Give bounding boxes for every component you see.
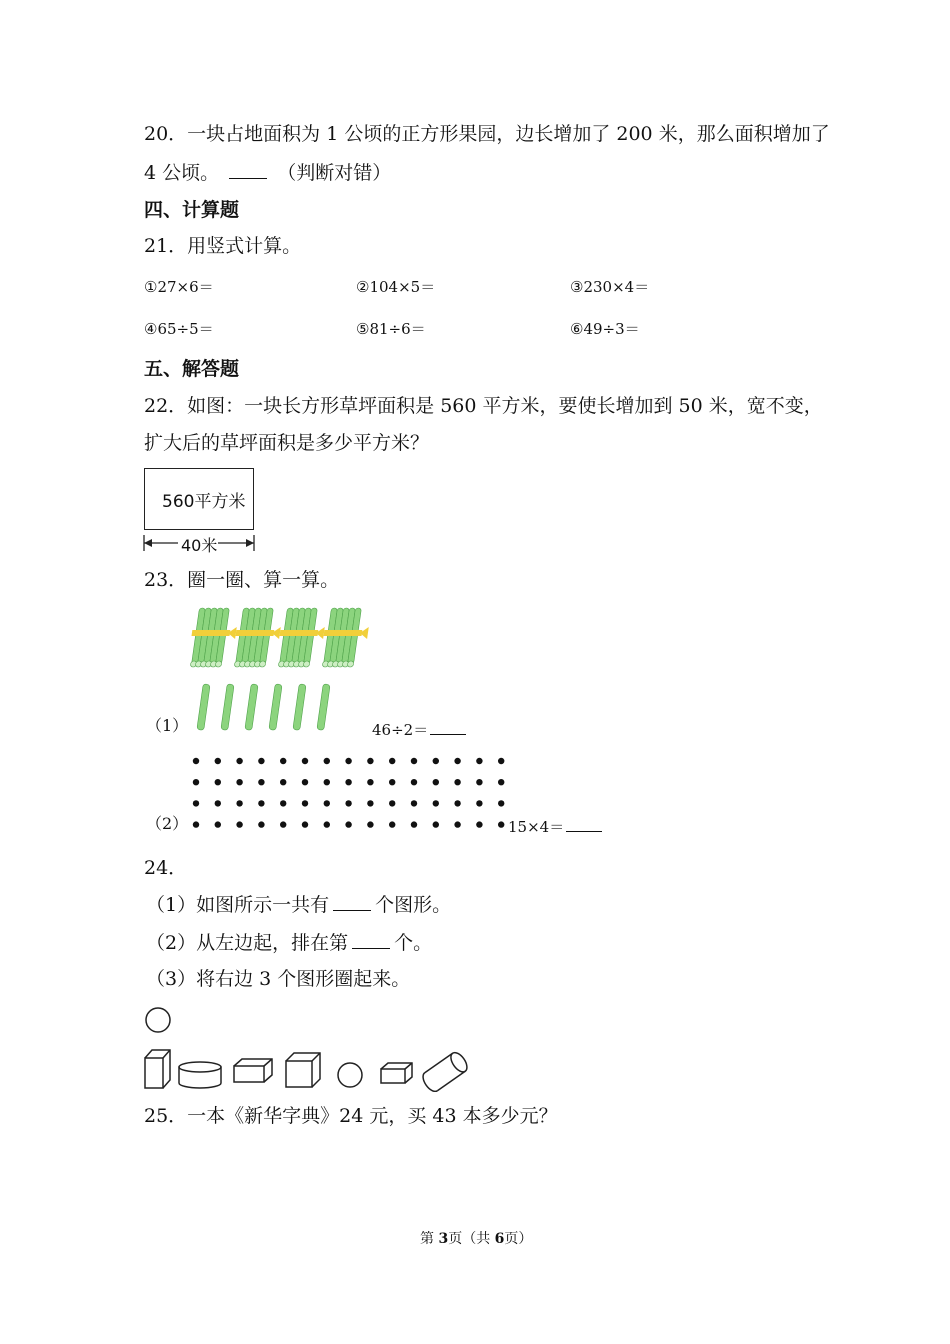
dot (280, 821, 286, 827)
dot (280, 779, 286, 785)
section-5-heading: 五、解答题 (144, 358, 240, 380)
dot (345, 779, 351, 785)
dot (324, 758, 330, 764)
stick-bundles-figure (186, 604, 386, 734)
lawn-area-label: 560平方米 (162, 492, 246, 512)
dot (280, 800, 286, 806)
q21-title: 21．用竖式计算。 (144, 235, 302, 257)
stick-bundle (231, 608, 283, 667)
dot (476, 800, 482, 806)
footer-page-number: 3 (438, 1231, 449, 1247)
q22-line1: 22．如图：一块长方形草坪面积是 560 平方米，要使长增加到 50 米，宽不变， (144, 395, 823, 417)
q23-part1-expression: 46÷2＝ (372, 721, 429, 739)
section-4-heading: 四、计算题 (144, 199, 240, 221)
stick-bundle (187, 608, 239, 667)
q20-line2-text: 4 公顷。 (144, 162, 220, 184)
dot (193, 821, 199, 827)
dot (258, 821, 264, 827)
q20-line1: 20．一块占地面积为 1 公顷的正方形果园，边长增加了 200 米，那么面积增加了 (144, 123, 830, 145)
dot (215, 758, 221, 764)
circle-icon (338, 1063, 362, 1087)
dot (389, 758, 395, 764)
q24-part1-suffix: 个图形。 (375, 894, 452, 916)
q23-part2-expr (508, 816, 602, 837)
tilted-cylinder-icon (420, 1050, 470, 1092)
q23-part2-answer-blank[interactable] (566, 816, 602, 832)
stick-bundle (319, 608, 371, 667)
dot (193, 758, 199, 764)
single-stick (221, 684, 234, 731)
dot (345, 800, 351, 806)
lawn-length-label: 40米 (181, 536, 218, 555)
dot (367, 758, 373, 764)
dot (302, 758, 308, 764)
dot (476, 758, 482, 764)
dot (345, 821, 351, 827)
dot (433, 821, 439, 827)
q22-line2: 扩大后的草坪面积是多少平方米？ (144, 432, 430, 454)
q24-part2 (146, 930, 432, 955)
dot (454, 758, 460, 764)
dot (236, 800, 242, 806)
q20-judge-note: （判断对错） (277, 162, 392, 184)
q23-part1-expr (372, 719, 466, 740)
dot (498, 821, 504, 827)
q23-part2-label: （2） (146, 814, 189, 833)
q24-part1-text: （1）如图所示一共有 (146, 894, 330, 916)
q24-title: 24． (144, 857, 188, 879)
cylinder-icon (179, 1062, 221, 1088)
dot (411, 758, 417, 764)
dot (302, 800, 308, 806)
stick-bundle (275, 608, 327, 667)
dot (258, 758, 264, 764)
q23-part1-answer-blank[interactable] (430, 719, 466, 735)
dot (389, 800, 395, 806)
dot (215, 800, 221, 806)
dot (433, 758, 439, 764)
q21-item-2: ②104×5＝ (356, 278, 436, 296)
footer-prefix: 第 (420, 1231, 439, 1247)
dot (236, 779, 242, 785)
dot (324, 821, 330, 827)
q24-part3: （3）将右边 3 个图形圈起来。 (146, 968, 411, 990)
single-stick (269, 684, 282, 731)
single-stick (293, 684, 306, 731)
single-stick (245, 684, 258, 731)
q24-part2-text: （2）从左边起，排在第 (146, 932, 349, 954)
q21-item-4: ④65÷5＝ (144, 320, 214, 338)
circle-icon (146, 1008, 170, 1032)
q25-text: 25．一本《新华字典》24 元，买 43 本多少元？ (144, 1105, 558, 1127)
dot (367, 779, 373, 785)
dot (454, 779, 460, 785)
q24-shapes-figure (140, 1002, 480, 1092)
dot (367, 800, 373, 806)
single-stick (317, 684, 330, 731)
q23-title: 23．圈一圈、算一算。 (144, 569, 340, 591)
q23-part1-label: （1） (146, 716, 189, 735)
dot (324, 779, 330, 785)
single-stick (197, 684, 210, 731)
dot (193, 800, 199, 806)
dot (411, 779, 417, 785)
dot (454, 800, 460, 806)
dot (476, 779, 482, 785)
dot (215, 779, 221, 785)
dot (258, 800, 264, 806)
dot (433, 800, 439, 806)
dot-array-figure (186, 754, 506, 834)
dot (193, 779, 199, 785)
page-footer (420, 1228, 532, 1248)
dot (345, 758, 351, 764)
dot (367, 821, 373, 827)
q24-part1-answer-blank[interactable] (333, 892, 371, 911)
dot (476, 821, 482, 827)
dot (302, 821, 308, 827)
dot (324, 800, 330, 806)
q21-item-3: ③230×4＝ (570, 278, 650, 296)
dot (498, 779, 504, 785)
q21-item-6: ⑥49÷3＝ (570, 320, 640, 338)
dot (302, 779, 308, 785)
dot (389, 779, 395, 785)
dot (454, 821, 460, 827)
footer-suffix: 页） (504, 1231, 533, 1247)
q24-part1 (146, 892, 451, 917)
dot (498, 800, 504, 806)
dot (411, 821, 417, 827)
q23-part2-expression: 15×4＝ (508, 818, 565, 836)
dot (215, 821, 221, 827)
dot (236, 821, 242, 827)
q24-part2-answer-blank[interactable] (352, 930, 390, 949)
small-cuboid-icon (381, 1063, 412, 1083)
dot (236, 758, 242, 764)
q24-part2-suffix: 个。 (394, 932, 433, 954)
q20-answer-blank[interactable] (229, 160, 267, 179)
lawn-rectangle (144, 468, 254, 530)
flat-cuboid-icon (234, 1059, 272, 1082)
cube-icon (286, 1053, 320, 1087)
footer-middle: 页（共 (448, 1231, 495, 1247)
dot (411, 800, 417, 806)
footer-total-pages: 6 (494, 1231, 505, 1247)
q20-line2 (144, 160, 391, 185)
dot (389, 821, 395, 827)
tall-cuboid-icon (145, 1050, 170, 1088)
dot (498, 758, 504, 764)
dot (258, 779, 264, 785)
q21-item-5: ⑤81÷6＝ (356, 320, 426, 338)
q21-item-1: ①27×6＝ (144, 278, 214, 296)
dot (433, 779, 439, 785)
dot (280, 758, 286, 764)
